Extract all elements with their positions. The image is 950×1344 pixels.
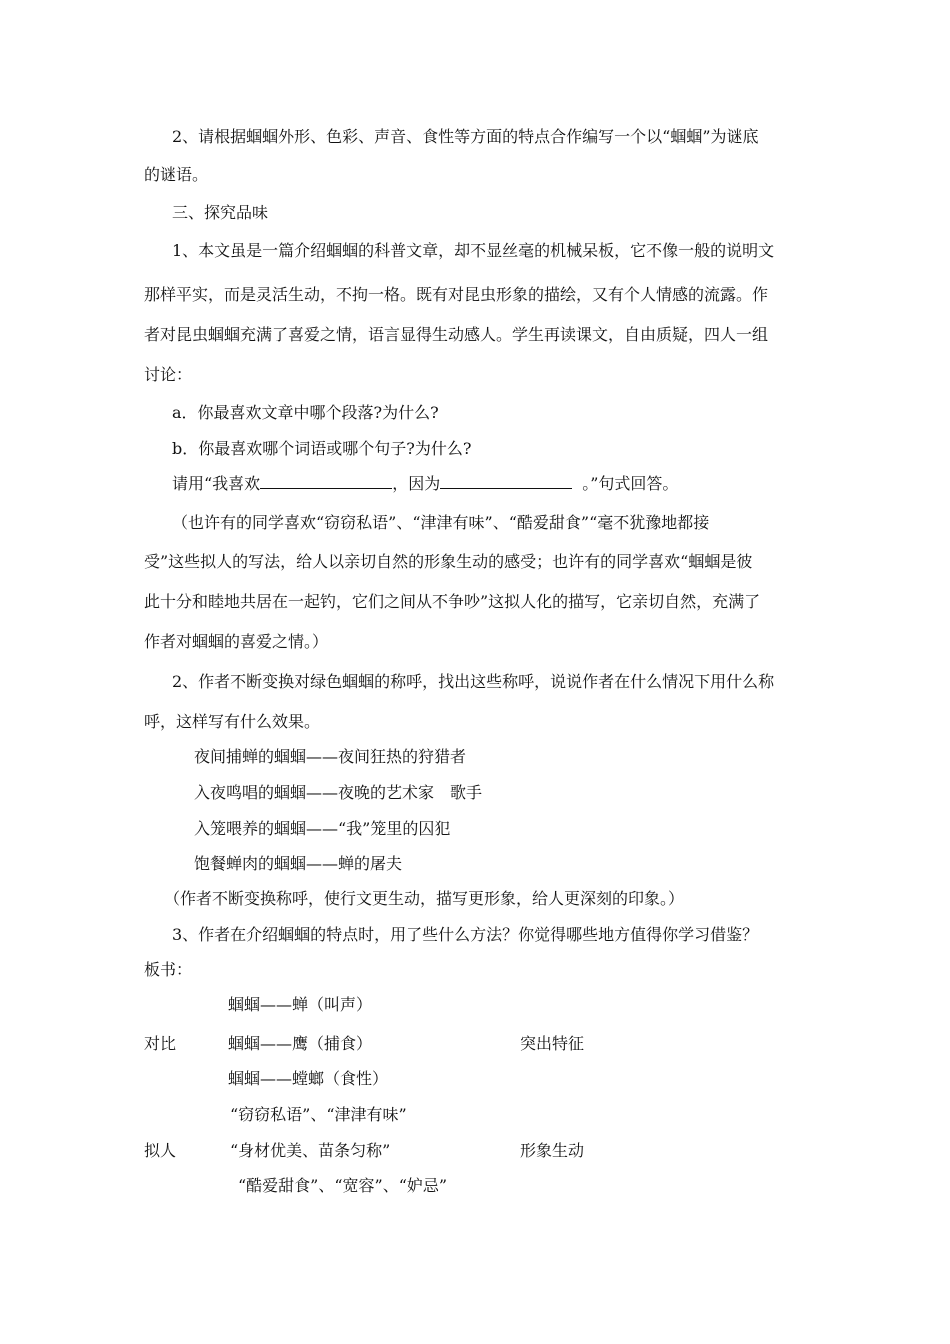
name-item: 饱餐蝉肉的蝈蝈——蝉的屠夫 (194, 854, 403, 873)
paragraph-3: 3、作者在介绍蝈蝈的特点时，用了些什么方法？你觉得哪些地方值得你学习借鉴？ (172, 925, 759, 944)
board-contrast-item: 蝈蝈——蝉（叫声） (228, 995, 373, 1014)
answer-1-line-1: （也许有的同学喜欢“窃窃私语”、“津津有味”、“酷爱甜食”“毫不犹豫地都接 (172, 513, 710, 532)
board-personify-result: 形象生动 (520, 1141, 585, 1160)
fill-middle: ，因为 (392, 474, 441, 493)
name-item: 入笼喂养的蝈蝈——“我”笼里的囚犯 (194, 819, 451, 838)
fill-suffix: 。”句式回答。 (582, 474, 679, 493)
name-item: 夜间捕蝉的蝈蝈——夜间狂热的狩猎者 (194, 747, 467, 766)
riddle-question-line-1: 2、请根据蝈蝈外形、色彩、声音、食性等方面的特点合作编写一个以“蝈蝈”为谜底 (172, 127, 759, 146)
fill-prefix: 请用“我喜欢 (172, 474, 261, 493)
board-contrast-result: 突出特征 (520, 1034, 585, 1053)
board-contrast-item: 蝈蝈——鹰（捕食） (228, 1034, 373, 1053)
board-personify-label: 拟人 (144, 1141, 177, 1160)
paragraph-1-line-1: 1、本文虽是一篇介绍蝈蝈的科普文章，却不显丝毫的机械呆板，它不像一般的说明文 (172, 241, 775, 260)
answer-1-line-4: 作者对蝈蝈的喜爱之情。） (144, 632, 329, 651)
name-item: 入夜鸣唱的蝈蝈——夜晚的艺术家 歌手 (194, 783, 483, 802)
question-a: a．你最喜欢文章中哪个段落?为什么? (172, 403, 439, 422)
question-b: b．你最喜欢哪个词语或哪个句子?为什么? (172, 439, 472, 458)
paragraph-1-line-3: 者对昆虫蝈蝈充满了喜爱之情，语言显得生动感人。学生再读课文，自由质疑，四人一组 (144, 325, 769, 344)
board-personify-item: “窃窃私语”、“津津有味” (230, 1105, 407, 1124)
paragraph-1-line-2: 那样平实，而是灵活生动，不拘一格。既有对昆虫形象的描绘，又有个人情感的流露。作 (144, 285, 769, 304)
riddle-question-line-2: 的谜语。 (144, 165, 209, 184)
board-contrast-item: 蝈蝈——螳螂（食性） (228, 1069, 389, 1088)
section-heading: 三、探究品味 (172, 203, 269, 222)
answer-2: （作者不断变换称呼，使行文更生动，描写更形象，给人更深刻的印象。） (164, 889, 685, 908)
blank-2[interactable] (440, 474, 572, 489)
answer-1-line-3: 此十分和睦地共居在一起钓，它们之间从不争吵”这拟人化的描写，它亲切自然，充满了 (144, 592, 761, 611)
paragraph-2-line-1: 2、作者不断变换对绿色蝈蝈的称呼，找出这些称呼，说说作者在什么情况下用什么称 (172, 672, 775, 691)
blank-1[interactable] (260, 474, 392, 489)
fill-in-sentence (172, 474, 678, 494)
paragraph-1-line-4: 讨论： (144, 365, 193, 384)
paragraph-2-line-2: 呼，这样写有什么效果。 (144, 712, 321, 731)
board-personify-item: “酷爱甜食”、“宽容”、“妒忌” (238, 1176, 448, 1195)
answer-1-line-2: 受”这些拟人的写法，给人以亲切自然的形象生动的感受；也许有的同学喜欢“蝈蝈是彼 (144, 552, 753, 571)
board-contrast-label: 对比 (144, 1034, 177, 1053)
board-title: 板书： (144, 960, 193, 979)
board-personify-item: “身材优美、苗条匀称” (230, 1141, 391, 1160)
